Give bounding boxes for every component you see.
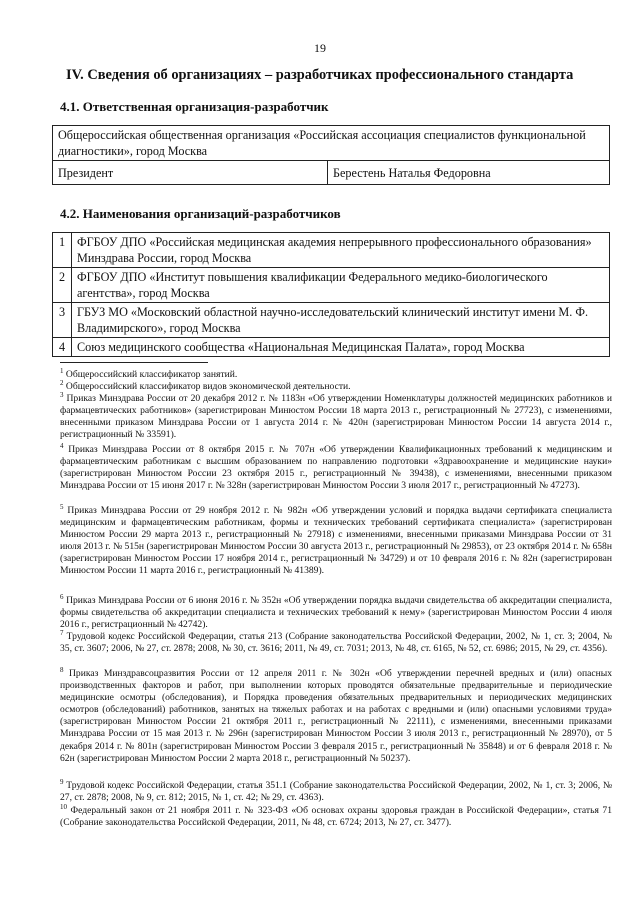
organization-row: [53, 126, 610, 161]
footnote: [60, 390, 613, 441]
footnote-number: 5: [60, 502, 64, 511]
table-row: [53, 338, 610, 357]
footnote: [60, 366, 612, 381]
organization-name: ФГБОУ ДПО «Российская медицинская академия непрерывного профессионального образования» Минздрава России, город Москва: [72, 233, 610, 268]
footnote-number: 3: [60, 390, 64, 399]
footnote-number: 6: [60, 592, 64, 601]
footnote-number: 8: [60, 665, 64, 674]
footnote-number: 4: [60, 441, 64, 450]
organization-name: Общероссийская общественная организация «Российская ассоциация специалистов функциональной диагностики», город Москва: [53, 126, 610, 161]
footnote-text: Приказ Минздравсоцразвития России от 12 апреля 2011 г. № 302н «Об утверждении перечней вредных и (или) опасных производственных факторов и работ, при выполнении которых проводятся обязательные предварительные и периодические медицинские осмотры (обследования), и Порядка проведения обязательных предварительных и периодических медицинских осмотров (обследований) работников, занятых на тяжелых работах и на работах с вредными и (или) опасными условиями труда» (зарегистрирован Минюстом России 21 октября 2011 г., регистрационный № 22111), с изменениями, внесенными приказами Минздрава России от 15 мая 2013 г. № 296н (зарегистрирован Минюстом России 3 июля 2013 г., регистрационный № 28970), от 5 декабря 2014 г. № 801н (зарегистрирован Минюстом России 3 февраля 2015 г., регистрационный № 35848) и от 6 февраля 2018 г. № 62н (зарегистрирован Минюстом России 2 марта 2018 г., регистрационный № 50237).: [60, 668, 612, 764]
footnote-number: 7: [60, 628, 64, 637]
developer-organizations-table: [52, 232, 610, 357]
section-title: IV. Сведения об организациях – разработчиках профессионального стандарта: [66, 67, 574, 83]
footnote-number: 2: [60, 378, 64, 387]
footnote-number: 1: [60, 366, 64, 375]
footnote: [60, 378, 612, 393]
footnote: [60, 502, 613, 578]
row-number: 2: [53, 268, 72, 303]
organization-name: ГБУЗ МО «Московский областной научно-исследовательский клинический институт имени М. Ф. Владимирского», город Москва: [72, 303, 610, 338]
subsection-2-title: 4.2. Наименования организаций-разработчиков: [60, 206, 341, 221]
footnote-text: Общероссийский классификатор занятий.: [65, 369, 238, 380]
footnote-text: Трудовой кодекс Российской Федерации, статья 351.1 (Собрание законодательства Российской Федерации, 2002, № 1, ст. 3; 2006, № 27, ст. 2878; 2008, № 9, ст. 812; 2015, № 1, ст. 42; № 29, ст. 4363).: [60, 780, 612, 804]
table-row: [53, 303, 610, 338]
row-number: 4: [53, 338, 72, 357]
footnote-text: Приказ Минздрава России от 29 ноября 2012 г. № 982н «Об утверждении условий и порядка выдачи сертификата специалиста медицинским и фармацевтическим работникам, формы и технических требований сертификата специалиста» (зарегистрирован Минюстом России 29 марта 2013 г., регистрационный № 27918) с изменениями, внесенными приказами Минздрава России от 31 июля 2013 г. № 515н (зарегистрирован Минюстом России 30 августа 2013 г., регистрационный № 29853), от 23 октября 2014 г. № 658н (зарегистрирован Минюстом России 17 ноября 2014 г., регистрационный № 34729) и от 10 февраля 2016 г. № 82н (зарегистрирован Минюстом России 11 марта 2016 г., регистрационный № 41389).: [60, 505, 613, 577]
organization-name: ФГБОУ ДПО «Институт повышения квалификации Федерального медико-биологического агентства», город Москва: [72, 268, 610, 303]
table-row: [53, 233, 610, 268]
footnote: [60, 592, 612, 631]
footnote: [60, 777, 612, 804]
row-number: 1: [53, 233, 72, 268]
head-row: [53, 161, 610, 185]
footnote-separator: [60, 362, 208, 363]
row-number: 3: [53, 303, 72, 338]
footnote-text: Приказ Минздрава России от 20 декабря 2012 г. № 1183н «Об утверждении Номенклатуры должностей медицинских работников и фармацевтических работников» (зарегистрирован Минюстом России 18 марта 2013 г., регистрационный № 27723), с изменениями, внесенными приказом Минздрава России от 1 августа 2014 г. № 420н (зарегистрирован Минюстом России 14 августа 2014 г., регистрационный № 33591).: [60, 393, 613, 441]
head-person: Берестень Наталья Федоровна: [328, 161, 610, 185]
subsection-1-title: 4.1. Ответственная организация-разработчик: [60, 99, 329, 114]
footnote-text: Приказ Минздрава России от 6 июня 2016 г. № 352н «Об утверждении порядка выдачи свидетельства об аккредитации специалиста, формы свидетельства об аккредитации специалиста и технических требований к нему» (зарегистрирован Минюстом России 4 июля 2016 г., регистрационный № 42742).: [60, 595, 612, 631]
page-number: 19: [314, 41, 326, 55]
footnote-text: Общероссийский классификатор видов экономической деятельности.: [65, 381, 351, 392]
footnote: [60, 802, 612, 829]
footnote-number: 10: [60, 802, 67, 811]
organization-name: Союз медицинского сообщества «Национальная Медицинская Палата», город Москва: [72, 338, 610, 357]
footnote-text: Приказ Минздрава России от 8 октября 2015 г. № 707н «Об утверждении Квалификационных требований к медицинским и фармацевтическим работникам с высшим образованием по направлению подготовки «Здравоохранение и медицинские науки» (зарегистрирован Минюстом России 23 октября 2015 г., регистрационный № 39438), с изменениями, внесенными приказом Минздрава России от 15 июня 2017 г. № 328н (зарегистрирован Минюстом России 3 июля 2017 г., регистрационный № 47273).: [60, 444, 612, 492]
footnote: [60, 441, 612, 492]
table-row: [53, 268, 610, 303]
footnote-number: 9: [60, 777, 64, 786]
footnote: [60, 665, 612, 765]
footnote-text: Федеральный закон от 21 ноября 2011 г. № 323-ФЗ «Об основах охраны здоровья граждан в Российской Федерации», статья 71 (Собрание законодательства Российской Федерации, 2011, № 48, ст. 6724; 2013, № 27, ст. 3477).: [60, 805, 612, 829]
footnote: [60, 628, 612, 655]
head-position: Президент: [53, 161, 328, 185]
responsible-organization-table: [52, 125, 610, 185]
footnote-text: Трудовой кодекс Российской Федерации, статья 213 (Собрание законодательства Российской Федерации, 2002, № 1, ст. 3; 2004, № 35, ст. 3607; 2006, № 27, ст. 2878; 2008, № 30, ст. 3616; 2011, № 49, ст. 7031; 2013, № 48, ст. 6165, № 52, ст. 6986; 2015, № 29, ст. 4356).: [60, 631, 612, 655]
